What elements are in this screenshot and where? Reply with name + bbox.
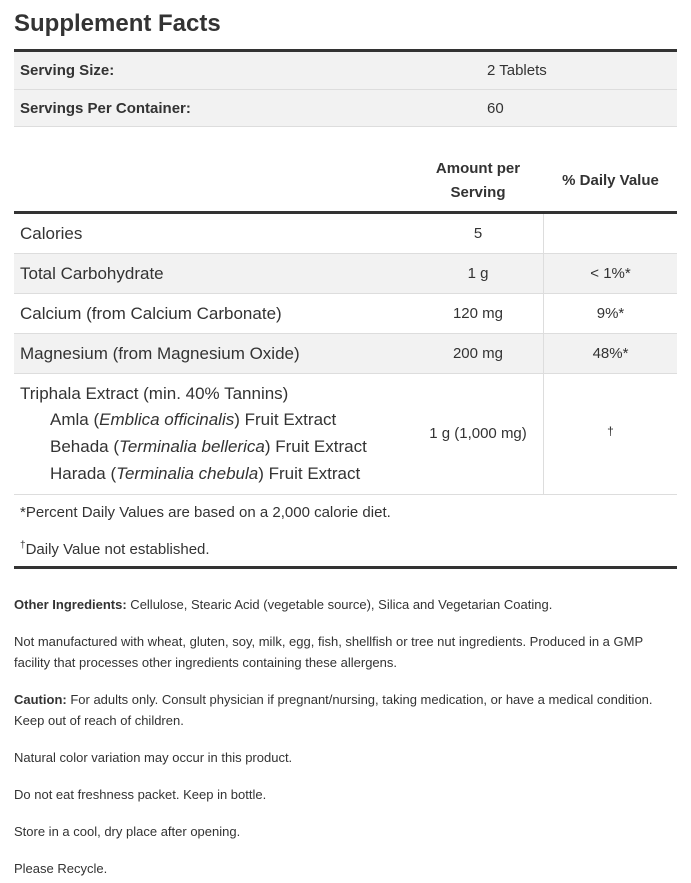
other-ingredients: Other Ingredients: Cellulose, Stearic Acid (vegetable source), Silica and Vegetarian Coating. xyxy=(14,597,553,612)
nutrient-row-magnesium xyxy=(14,334,677,373)
note-recycle: Please Recycle. xyxy=(14,861,108,876)
serving-size-value: 2 Tablets xyxy=(487,62,547,79)
nutrient-name: Triphala Extract (min. 40% Tannins) xyxy=(20,384,289,403)
nutrient-row-calories xyxy=(14,214,677,254)
ingredient-sub-harada: Harada (Terminalia chebula) Fruit Extract xyxy=(50,464,361,483)
nutrient-amount: 1 g xyxy=(467,265,489,282)
nutrient-dv: 9%* xyxy=(596,305,625,322)
column-divider xyxy=(543,214,544,494)
note-storage: Store in a cool, dry place after opening. xyxy=(14,824,241,839)
serving-size-row xyxy=(14,52,677,89)
nutrient-dv: 48%* xyxy=(592,345,629,362)
ingredient-sub-amla: Amla (Emblica officinalis) Fruit Extract xyxy=(50,410,337,429)
nutrient-row-triphala xyxy=(14,374,677,494)
nutrient-row-calcium xyxy=(14,294,677,333)
amount-header-line2: Serving xyxy=(450,184,506,201)
nutrient-amount: 5 xyxy=(473,225,483,242)
serving-size-label: Serving Size: xyxy=(20,62,115,79)
nutrient-amount: 200 mg xyxy=(452,345,504,362)
nutrient-amount: 1 g (1,000 mg) xyxy=(429,425,527,442)
nutrient-row-total-carbohydrate xyxy=(14,254,677,293)
nutrient-name: Total Carbohydrate xyxy=(20,264,164,283)
nutrient-amount: 120 mg xyxy=(452,305,504,322)
note-color-variation: Natural color variation may occur in this product. xyxy=(14,750,293,765)
page-title: Supplement Facts xyxy=(14,10,221,37)
caution-statement: Caution: For adults only. Consult physician if pregnant/nursing, taking medication, or have a medical condition. Keep out of reach of children. xyxy=(14,692,653,728)
nutrient-name: Magnesium (from Magnesium Oxide) xyxy=(20,344,300,363)
servings-per-container-value: 60 xyxy=(487,100,504,117)
nutrient-dv: † xyxy=(607,424,614,438)
nutrient-name: Calcium (from Calcium Carbonate) xyxy=(20,304,282,323)
allergen-statement: Not manufactured with wheat, gluten, soy, milk, egg, fish, shellfish or tree nut ingredients. Produced in a GMP facility that processes other ingredients containing these allergens. xyxy=(14,634,643,670)
note-freshness-packet: Do not eat freshness packet. Keep in bottle. xyxy=(14,787,267,802)
heavy-divider xyxy=(14,566,677,569)
thin-divider xyxy=(14,126,677,127)
amount-per-serving-header xyxy=(409,157,547,205)
ingredient-sub-behada: Behada (Terminalia bellerica) Fruit Extract xyxy=(50,437,367,456)
dagger-footnote: †Daily Value not established. xyxy=(20,540,210,558)
amount-header-line1: Amount per xyxy=(435,160,521,177)
nutrient-name: Calories xyxy=(20,224,83,243)
thin-divider xyxy=(14,494,677,495)
servings-per-container-label: Servings Per Container: xyxy=(20,100,191,117)
daily-value-header: % Daily Value xyxy=(562,172,659,189)
percent-dv-footnote: *Percent Daily Values are based on a 2,000 calorie diet. xyxy=(20,504,391,521)
nutrient-dv: < 1%* xyxy=(590,265,631,282)
servings-per-container-row xyxy=(14,90,677,127)
